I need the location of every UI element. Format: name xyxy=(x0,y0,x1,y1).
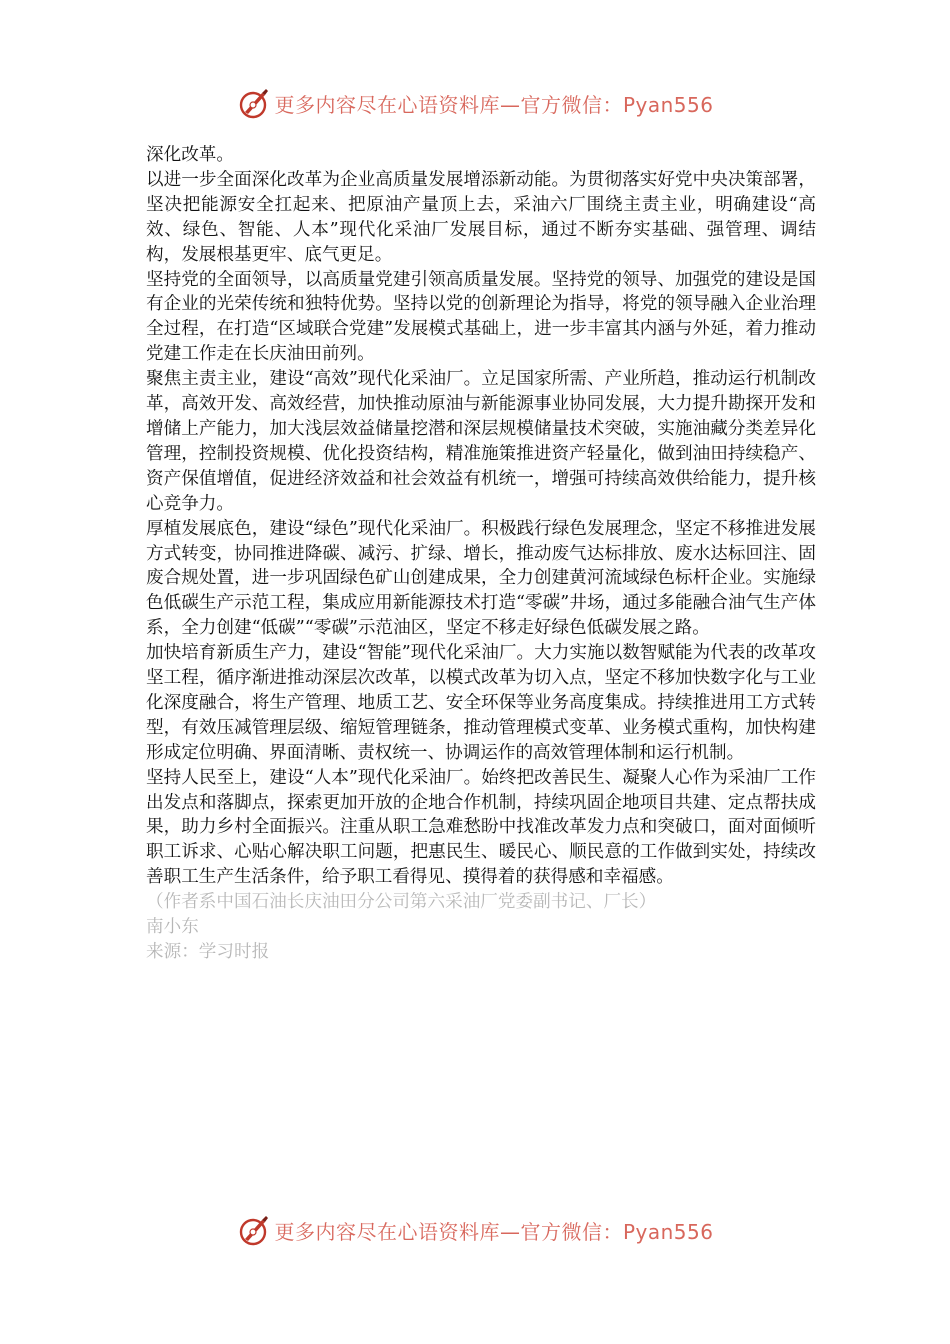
article-paragraph: 深化改革。 xyxy=(146,145,234,165)
article-paragraph: 厚植发展底色，建设“绿色”现代化采油厂。积极践行绿色发展理念，坚定不移推进发展方式转变，协同推进降碳、减污、扩绿、增长，推动废气达标排放、废水达标回注、固废合规处置，进一步巩固绿色矿山创建成果，全力创建黄河流域绿色标杆企业。实施绿色低碳生产示范工程，集成应用新能源技术打造“零碳”井场，通过多能融合油气生产体系，全力创建“低碳”“零碳”示范油区，坚定不移走好绿色低碳发展之路。 xyxy=(146,518,816,639)
article-paragraph: 坚持人民至上，建设“人本”现代化采油厂。始终把改善民生、凝聚人心作为采油厂工作出发点和落脚点，探索更加开放的企地合作机制，持续巩固企地项目共建、定点帮扶成果，助力乡村全面振兴。注重从职工急难愁盼中找准改革发力点和突破口，面对面倾听职工诉求、心贴心解决职工问题，把惠民生、暖民心、顺民意的工作做到实处，持续改善职工生产生活条件，给予职工看得见、摸得着的获得感和幸福感。 xyxy=(146,767,816,888)
footer-banner xyxy=(0,1210,950,1250)
article-paragraph: 以进一步全面深化改革为企业高质量发展增添新动能。为贯彻落实好党中央决策部署，坚决把能源安全扛起来、把原油产量顶上去，采油六厂围绕主责主业，明确建设“高效、绿色、智能、人本”现代化采油厂发展目标，通过不断夯实基础、强管理、调结构，发展根基更牢、底气更足。 xyxy=(146,169,816,265)
author-name: 南小东 xyxy=(146,917,199,938)
header-banner-inner xyxy=(236,86,713,120)
article-paragraph: 聚焦主责主业，建设“高效”现代化采油厂。立足国家所需、产业所趋，推动运行机制改革，高效开发、高效经营，加快推动原油与新能源事业协同发展，大力提升勘探开发和增储上产能力，加大浅层效益储量挖潜和深层规模储量技术突破，实施油藏分类差异化管理，控制投资规模、优化投资结构，精准施策推进资产轻量化，做到油田持续稳产、资产保值增值，促进经济效益和社会效益有机统一，增强可持续高效供给能力，提升核心竞争力。 xyxy=(146,369,816,514)
article-paragraph: 坚持党的全面领导，以高质量党建引领高质量发展。坚持党的领导、加强党的建设是国有企业的光荣传统和独特优势。坚持以党的创新理论为指导，将党的领导融入企业治理全过程，在打造“区域联合党建”发展模式基础上，进一步丰富其内涵与外延，着力推动党建工作走在长庆油田前列。 xyxy=(146,269,816,365)
author-note: （作者系中国石油长庆油田分公司第六采油厂党委副书记、厂长） xyxy=(146,892,657,913)
header-banner xyxy=(0,83,950,123)
footer-banner-text: 更多内容尽在心语资料库—官方微信：Pyan556 xyxy=(274,1219,714,1244)
pen-circle-logo-icon xyxy=(236,1213,270,1247)
article-body xyxy=(146,143,816,965)
header-banner-text: 更多内容尽在心语资料库—官方微信：Pyan556 xyxy=(274,92,714,117)
article-paragraph: 加快培育新质生产力，建设“智能”现代化采油厂。大力实施以数智赋能为代表的改革攻坚工程，循序渐进推动深层次改革，以模式改革为切入点，坚定不移加快数字化与工业化深度融合，将生产管理、地质工艺、安全环保等业务高度集成。持续推进用工方式转型，有效压减管理层级、缩短管理链条，推动管理模式变革、业务模式重构，加快构建形成定位明确、界面清晰、责权统一、协调运作的高效管理体制和运行机制。 xyxy=(146,643,816,763)
pen-circle-logo-icon xyxy=(236,86,270,120)
footer-banner-inner xyxy=(236,1213,713,1247)
article-source: 来源：学习时报 xyxy=(146,942,270,962)
